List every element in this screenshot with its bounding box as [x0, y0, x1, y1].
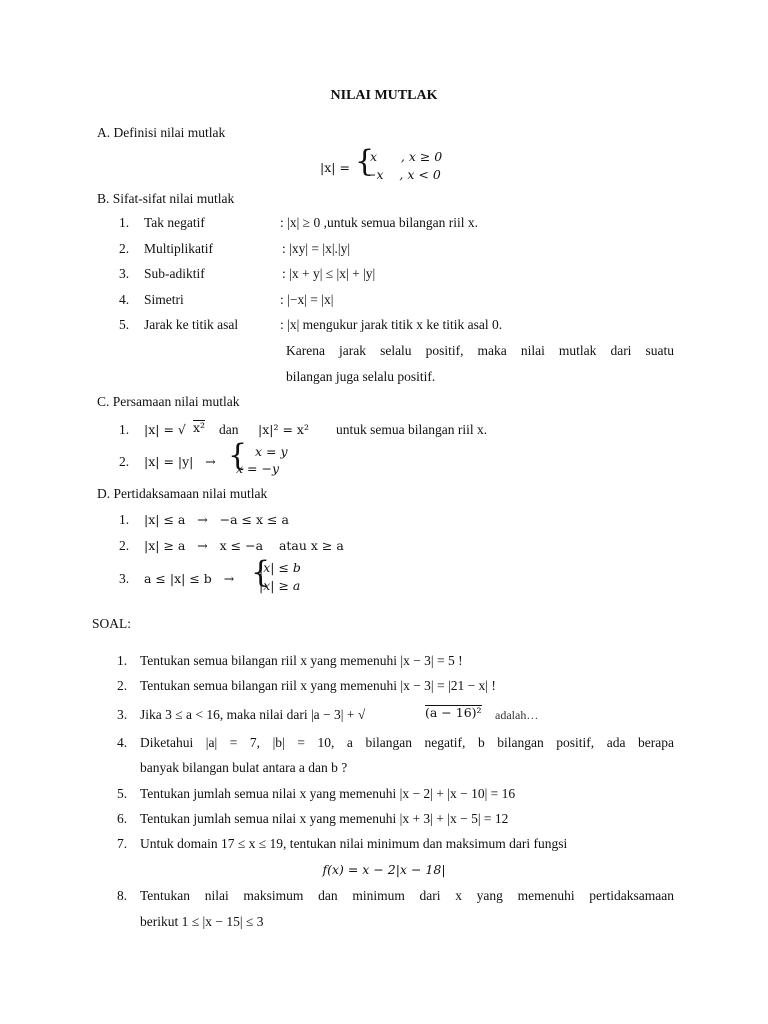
property-name: Sub-adiktif — [144, 266, 205, 281]
question-7-formula: f(x) = x − 2|x − 18| — [322, 862, 446, 877]
equation-conjunction: dan — [219, 422, 239, 437]
definition-lhs: |x| = — [320, 160, 350, 175]
page-title: NILAI MUTLAK — [330, 88, 438, 103]
property-number: 3. — [119, 266, 130, 281]
question-4-line-1: Diketahui |a| = 7, |b| = 10, a bilangan negatif, b bilangan positif, ada berapa — [140, 735, 674, 750]
inequality-case-2: |x| ≥ a — [259, 578, 301, 593]
question-number: 6. — [117, 811, 128, 826]
question-number: 4. — [117, 735, 128, 750]
property-formula: : |x| ≥ 0 ,untuk semua bilangan riil x. — [280, 215, 479, 230]
property-formula: : |−x| = |x| — [280, 292, 334, 307]
question-8-line-1: Tentukan nilai maksimum dan minimum dari x yang memenuhi pertidaksamaan — [140, 888, 674, 903]
equation-equal-abs: |x| = |y| → — [144, 454, 216, 469]
property-number: 1. — [119, 215, 130, 230]
property-name: Jarak ke titik asal — [144, 317, 239, 332]
property-formula: : |x + y| ≤ |x| + |y| — [282, 266, 376, 281]
section-a-heading: A. Definisi nilai mutlak — [97, 125, 226, 140]
property-note-line-1: Karena jarak selalu positif, maka nilai mutlak dari suatu — [286, 343, 674, 358]
definition-case-1: x , x ≥ 0 — [370, 149, 443, 164]
question-number: 8. — [117, 888, 128, 903]
question-number: 1. — [117, 653, 128, 668]
question-3-suffix: adalah… — [495, 708, 539, 722]
equation-note: untuk semua bilangan riil x. — [336, 422, 488, 437]
equation-number: 2. — [119, 454, 130, 469]
question-number: 7. — [117, 836, 128, 851]
equation-case-1: x = y — [255, 444, 288, 459]
definition-case-2: −x , x < 0 — [366, 167, 441, 182]
soal-heading: SOAL: — [92, 616, 132, 631]
question-number: 5. — [117, 786, 128, 801]
property-note-line-2: bilangan juga selalu positif. — [286, 369, 436, 384]
inequality-brace: { — [251, 555, 271, 590]
question-6: Tentukan jumlah semua nilai x yang memenuhi |x + 3| + |x − 5| = 12 — [140, 811, 509, 826]
inequality-1: |x| ≤ a → −a ≤ x ≤ a — [144, 512, 289, 527]
property-name: Tak negatif — [144, 215, 205, 230]
inequality-2: |x| ≥ a → x ≤ −a atau x ≥ a — [144, 538, 344, 553]
question-4-line-2: banyak bilangan bulat antara a dan b ? — [140, 760, 348, 775]
question-1: Tentukan semua bilangan riil x yang memenuhi |x − 3| = 5 ! — [140, 653, 463, 668]
definition-brace: { — [355, 144, 375, 179]
section-d-heading: D. Pertidaksamaan nilai mutlak — [97, 486, 268, 501]
section-c-heading: C. Persamaan nilai mutlak — [97, 394, 240, 409]
property-number: 2. — [119, 241, 130, 256]
question-3-radicand: (a − 16)² — [425, 705, 482, 720]
section-b-heading: B. Sifat-sifat nilai mutlak — [97, 191, 235, 206]
equation-square: |x|² = x² — [258, 422, 309, 437]
question-8-line-2: berikut 1 ≤ |x − 15| ≤ 3 — [140, 914, 264, 929]
question-number: 3. — [117, 707, 128, 722]
equation-sqrt-lhs: |x| = √ — [144, 422, 186, 437]
inequality-number: 1. — [119, 512, 130, 527]
equation-brace: { — [228, 438, 248, 473]
property-number: 4. — [119, 292, 130, 307]
question-5: Tentukan jumlah semua nilai x yang memenuhi |x − 2| + |x − 10| = 16 — [140, 786, 516, 801]
question-7-line-1: Untuk domain 17 ≤ x ≤ 19, tentukan nilai minimum dan maksimum dari fungsi — [140, 836, 568, 851]
inequality-case-1: |x| ≤ b — [259, 560, 301, 575]
property-formula: : |x| mengukur jarak titik x ke titik asal 0. — [280, 317, 503, 332]
inequality-number: 3. — [119, 571, 130, 586]
question-number: 2. — [117, 678, 128, 693]
property-formula: : |xy| = |x|.|y| — [282, 241, 351, 256]
property-name: Multiplikatif — [144, 241, 213, 256]
equation-case-2: x = −y — [236, 461, 280, 476]
equation-radicand: x² — [193, 420, 206, 435]
property-name: Simetri — [144, 292, 184, 307]
equation-number: 1. — [119, 422, 130, 437]
question-2: Tentukan semua bilangan riil x yang memenuhi |x − 3| = |21 − x| ! — [140, 678, 496, 693]
property-number: 5. — [119, 317, 130, 332]
question-3-text: Jika 3 ≤ a < 16, maka nilai dari |a − 3| + √ — [140, 707, 366, 722]
inequality-3: a ≤ |x| ≤ b → — [144, 571, 235, 586]
inequality-number: 2. — [119, 538, 130, 553]
